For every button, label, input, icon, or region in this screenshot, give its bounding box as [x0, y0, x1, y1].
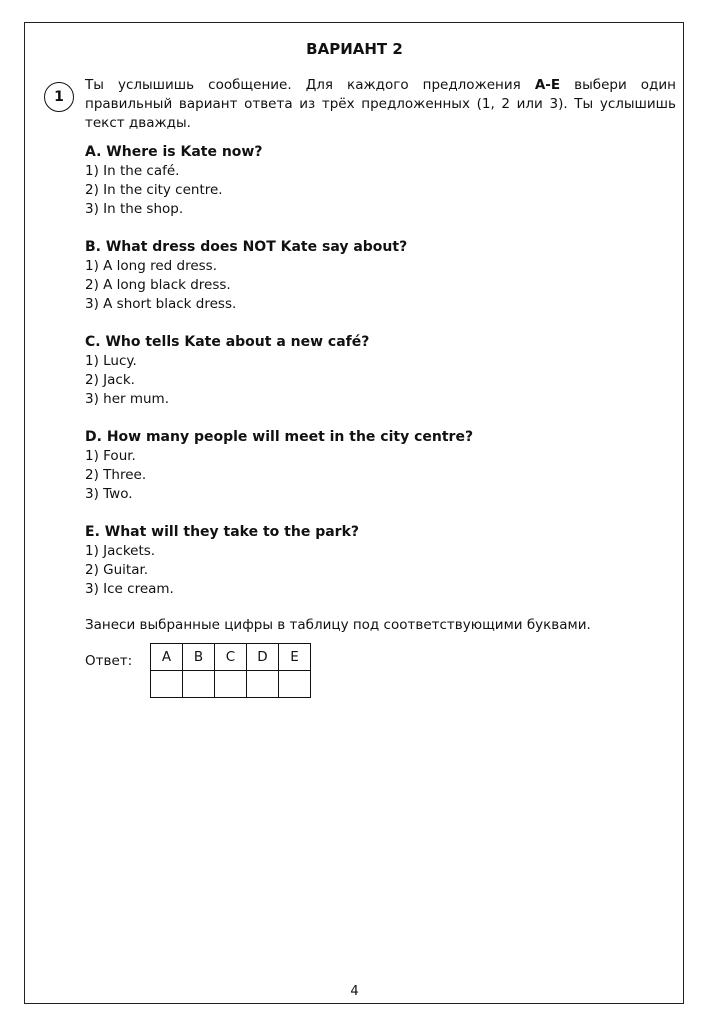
answer-option: 2) Three. [85, 467, 147, 483]
question-text: B. What dress does NOT Kate say about? [85, 239, 408, 255]
answer-option: 3) In the shop. [85, 201, 184, 217]
answer-option: 1) Lucy. [85, 353, 137, 369]
answer-instruction: Занеси выбранные цифры в таблицу под соответствующими буквами. [85, 617, 591, 633]
question-b [85, 238, 676, 314]
answer-option: 3) her mum. [85, 391, 169, 407]
instruction-text-2: выбери один правильный вариант ответа из трёх предложенных (1, 2 или 3). Ты услышишь текст дважды. [85, 77, 676, 131]
answer-option: 2) Guitar. [85, 562, 149, 578]
answer-cell-a[interactable] [151, 671, 183, 698]
question-text: D. How many people will meet in the city centre? [85, 429, 474, 445]
answer-header-a: A [151, 644, 183, 671]
answer-option: 3) Ice cream. [85, 581, 174, 597]
question-e [85, 523, 676, 599]
question-d [85, 428, 676, 504]
question-text: C. Who tells Kate about a new café? [85, 334, 370, 350]
answer-cell-d[interactable] [247, 671, 279, 698]
answer-header-c: C [215, 644, 247, 671]
answer-cell-e[interactable] [279, 671, 311, 698]
answer-option: 2) In the city centre. [85, 182, 223, 198]
instruction-text-1: Ты услышишь сообщение. Для каждого предложения [85, 77, 535, 93]
answer-cell-c[interactable] [215, 671, 247, 698]
answer-label: Ответ: [85, 653, 133, 669]
question-text: A. Where is Kate now? [85, 144, 263, 160]
task-number-badge: 1 [44, 82, 74, 112]
page-number: 4 [350, 984, 359, 999]
answer-option: 2) Jack. [85, 372, 135, 388]
question-a [85, 143, 676, 219]
answer-option: 1) Jackets. [85, 543, 156, 559]
answer-header-d: D [247, 644, 279, 671]
answer-cell-b[interactable] [183, 671, 215, 698]
page-title: ВАРИАНТ 2 [306, 40, 403, 58]
answer-option: 1) Four. [85, 448, 136, 464]
question-c [85, 333, 676, 409]
answer-option: 3) Two. [85, 486, 133, 502]
answer-header-row [151, 644, 311, 671]
answer-header-e: E [279, 644, 311, 671]
answer-input-row [151, 671, 311, 698]
question-text: E. What will they take to the park? [85, 524, 359, 540]
answer-option: 2) A long black dress. [85, 277, 231, 293]
question-list [85, 143, 676, 618]
answer-table [150, 643, 311, 698]
answer-option: 3) A short black dress. [85, 296, 237, 312]
answer-option: 1) A long red dress. [85, 258, 218, 274]
answer-option: 1) In the café. [85, 163, 180, 179]
instruction-bold: A-E [534, 77, 561, 93]
task-instruction [85, 76, 676, 133]
answer-header-b: B [183, 644, 215, 671]
